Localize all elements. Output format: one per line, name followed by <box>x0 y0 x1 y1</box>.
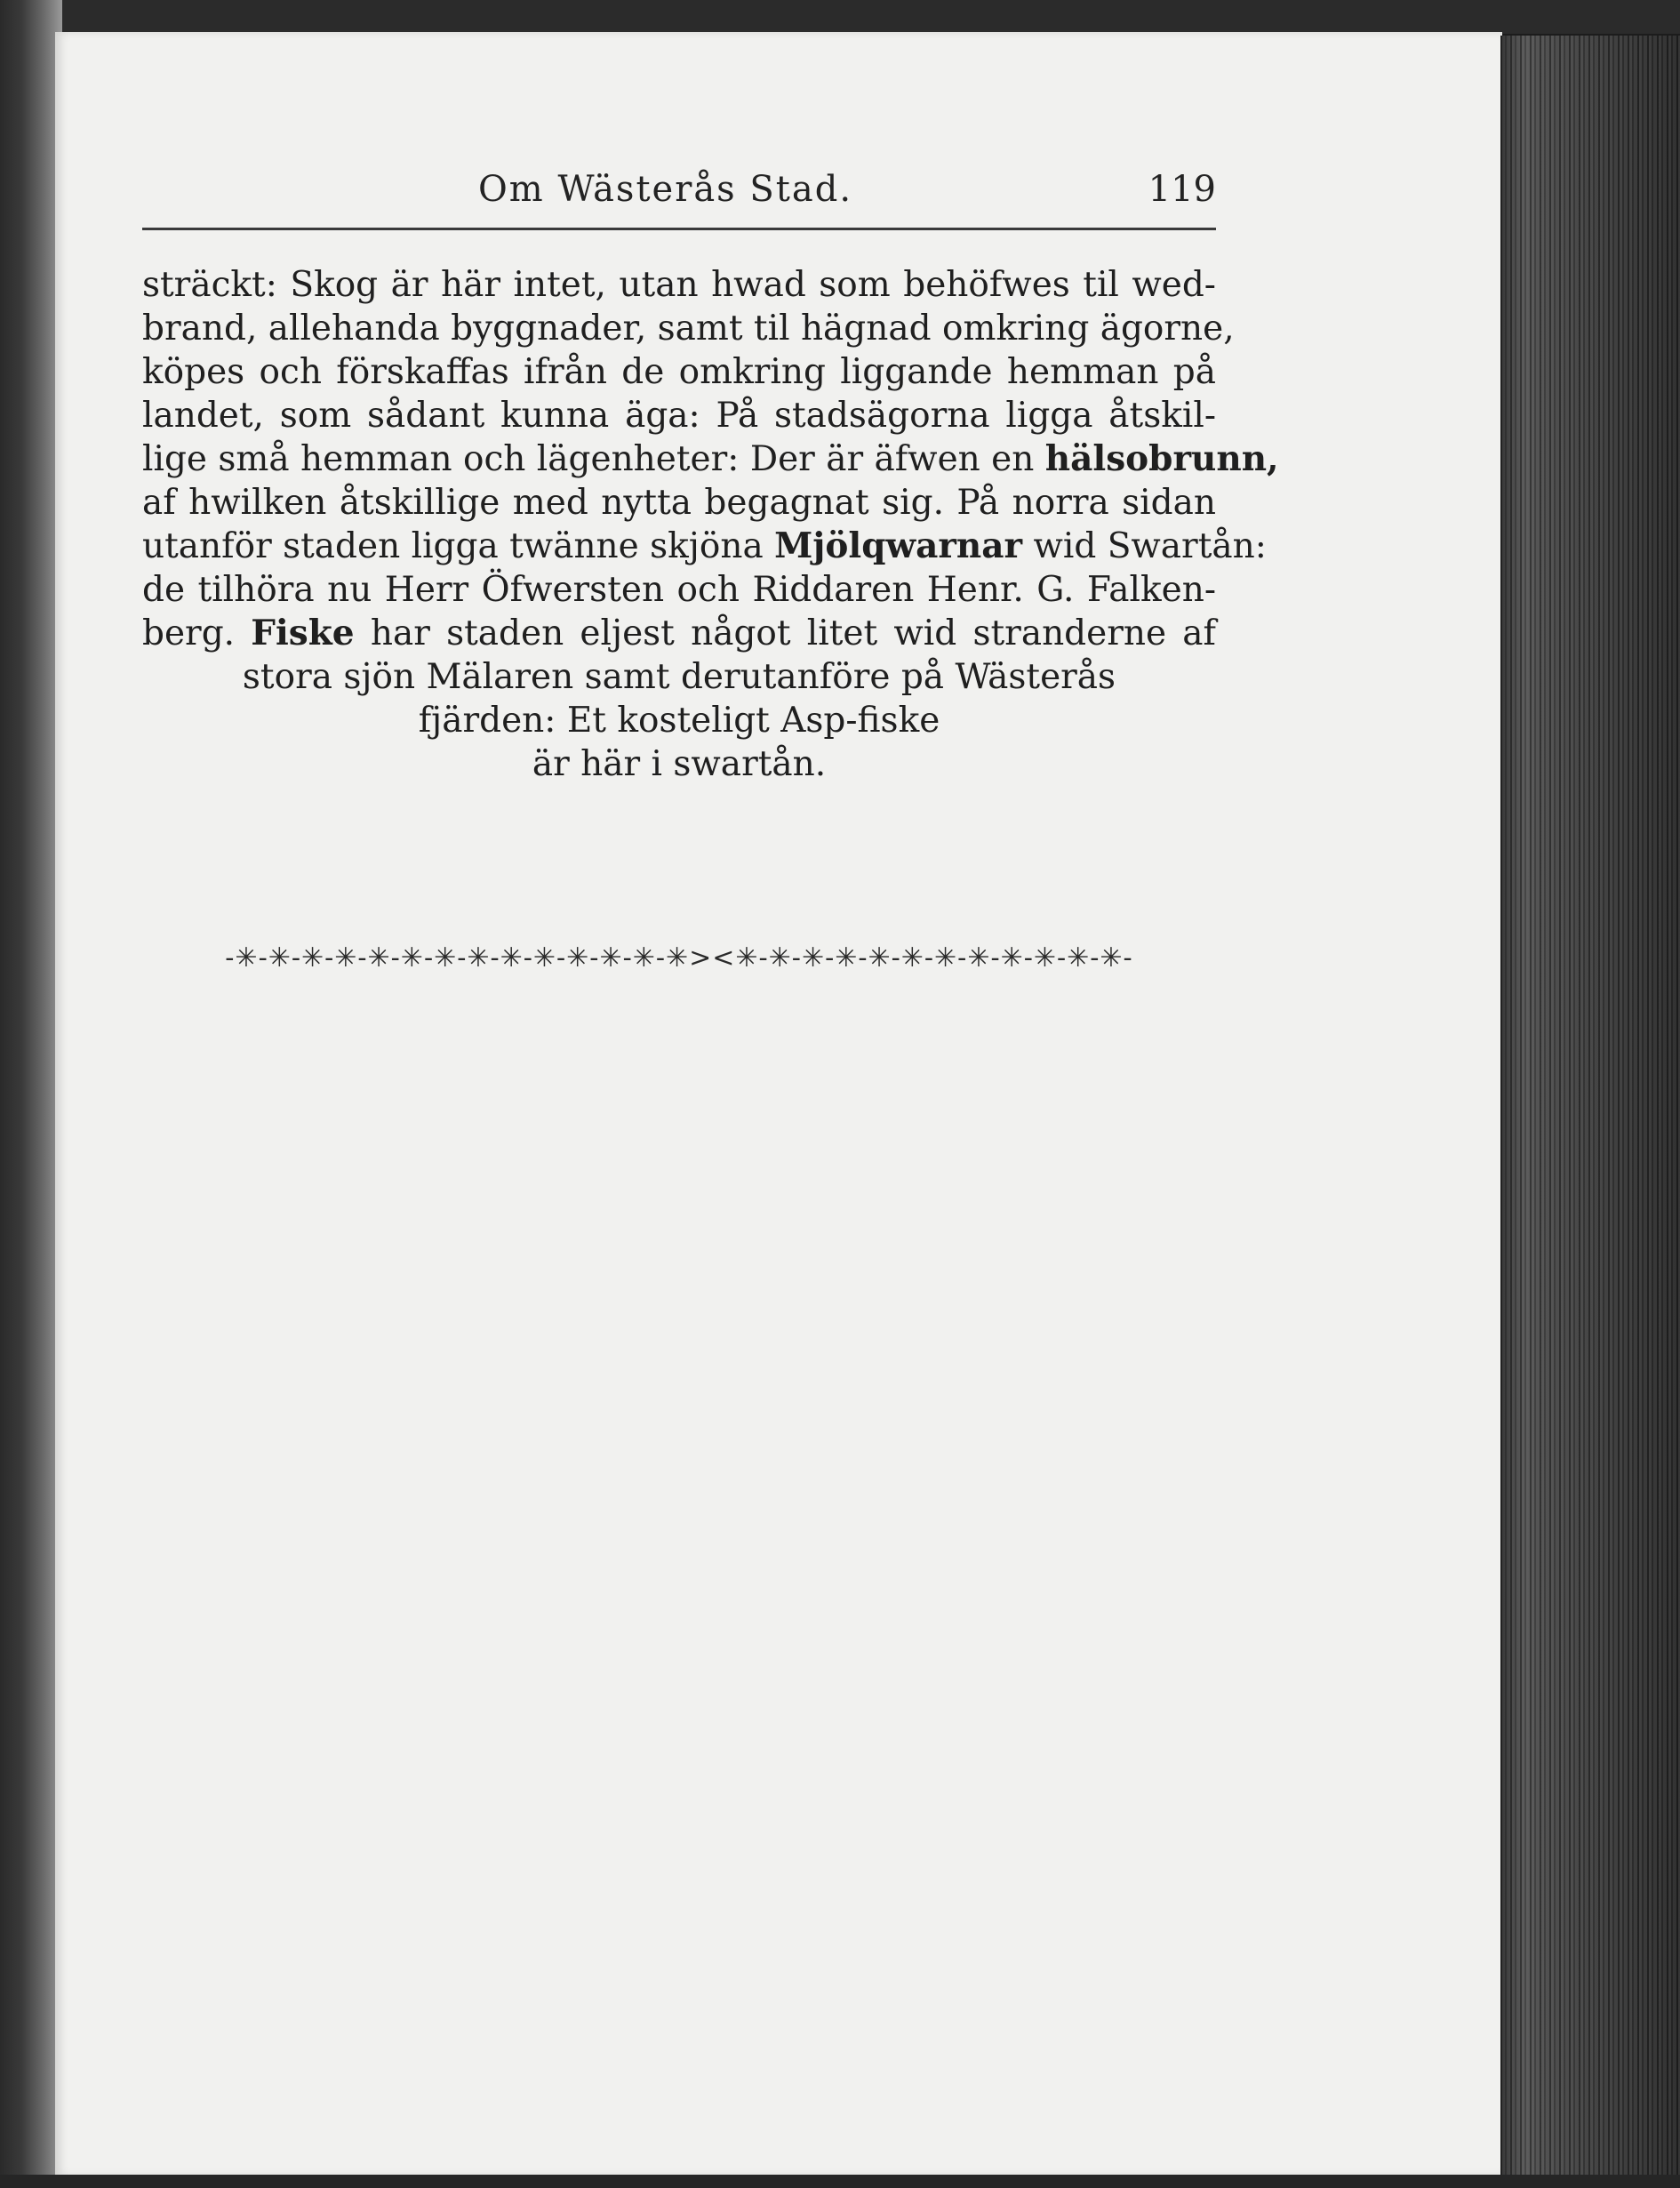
text-line <box>142 437 1279 481</box>
page-header <box>142 169 1216 224</box>
text-run: har staden eljest något litet wid stranderne af <box>354 613 1216 653</box>
text-line: är här i swartån. <box>532 744 827 784</box>
scan-top-edge <box>0 0 1680 34</box>
text-line: de tilhöra nu Herr Öfwersten och Riddaren Henr. G. Falken- <box>142 570 1216 610</box>
text-line: köpes och förskaffas ifrån de omkring liggande hemman på <box>142 352 1216 392</box>
page-number: 119 <box>1148 169 1216 210</box>
text-line <box>142 612 1216 655</box>
text-line: brand, allehanda byggnader, samt til hägnad omkring ägorne, <box>142 309 1235 349</box>
scan-bottom-edge <box>0 2175 1680 2188</box>
bold-term-fiske: Fiske <box>251 613 355 653</box>
running-title: Om Wästerås Stad. <box>478 169 853 210</box>
bold-term-mjolqwarnar: Mjölqwarnar <box>774 525 1023 566</box>
book-page-edges <box>1500 36 1680 2178</box>
text-line: fjärden: Et kosteligt Asp-fiske <box>418 701 940 741</box>
ornamental-divider: -✳-✳-✳-✳-✳-✳-✳-✳-✳-✳-✳-✳-✳-✳><✳-✳-✳-✳-✳-✳-✳-✳-✳-✳-✳-✳- <box>225 942 1133 974</box>
text-line: landet, som sådant kunna äga: På stadsägorna ligga åtskil- <box>142 396 1216 436</box>
scan-left-edge <box>0 0 62 2188</box>
text-run: utanför staden ligga twänne skjöna <box>142 526 775 566</box>
text-run: berg. <box>142 613 252 653</box>
text-line: af hwilken åtskillige med nytta begagnat sig. På norra sidan <box>142 483 1216 523</box>
text-line <box>142 525 1267 568</box>
text-line: stora sjön Mälaren samt derutanföre på Wästerås <box>242 657 1116 697</box>
text-run: wid Swartån: <box>1022 526 1267 566</box>
book-edge-shadow <box>1500 36 1527 2178</box>
bold-term-halsobrunn: hälsobrunn, <box>1044 438 1279 479</box>
text-run: lige små hemman och lägenheter: Der är äfwen en <box>142 439 1045 479</box>
header-rule <box>142 228 1216 230</box>
text-line: sträckt: Skog är här intet, utan hwad som behöfwes til wed- <box>142 265 1216 305</box>
body-text <box>142 263 1279 786</box>
